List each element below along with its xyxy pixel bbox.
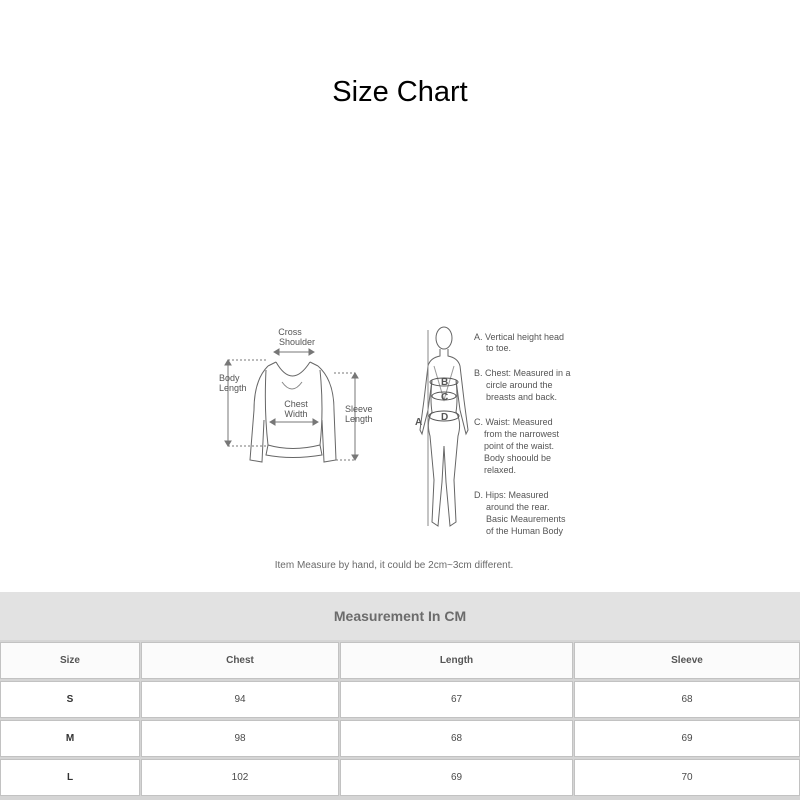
table-cell-chest: 94 [141, 681, 339, 718]
instruction-line: D. Hips: Measured [474, 490, 549, 500]
letter-b: B [441, 377, 449, 388]
instruction-line: breasts and back. [486, 392, 558, 402]
table-cell-size: M [0, 720, 140, 757]
measurement-instructions [474, 332, 571, 536]
table-cell-size: S [0, 681, 140, 718]
table-cell-length: 68 [340, 720, 573, 757]
cross-label: Cross [278, 327, 302, 337]
body-length-label: Length [219, 383, 247, 393]
table-cell-length: 67 [340, 681, 573, 718]
header-length: Length [340, 642, 573, 679]
instruction-line: from the narrowest [484, 429, 560, 439]
table-cell-sleeve: 70 [574, 759, 800, 796]
instruction-line: of the Human Body [486, 526, 564, 536]
table-cell-chest: 98 [141, 720, 339, 757]
measurement-diagram [0, 300, 800, 560]
table-cell-chest: 102 [141, 759, 339, 796]
instruction-line: Basic Meaurements [486, 514, 566, 524]
width-label: Width [284, 409, 308, 419]
instruction-line: to toe. [486, 343, 512, 353]
table-cell-sleeve: 69 [574, 720, 800, 757]
header-chest: Chest [141, 642, 339, 679]
letter-c: C [441, 392, 449, 403]
table-cell-size: L [0, 759, 140, 796]
table-cell-length: 69 [340, 759, 573, 796]
instruction-line: around the rear. [486, 502, 550, 512]
body-label: Body [219, 373, 240, 383]
header-sleeve: Sleeve [574, 642, 800, 679]
sleeve-length-label: Length [345, 414, 373, 424]
instruction-line: A. Vertical height head [474, 332, 565, 342]
table-cell-sleeve: 68 [574, 681, 800, 718]
instruction-line: Body shoould be [484, 453, 552, 463]
body-figure [420, 327, 468, 526]
table-caption: Measurement In CM [0, 592, 800, 640]
letter-d: D [441, 412, 449, 423]
measure-note: Item Measure by hand, it could be 2cm~3cm different. [274, 560, 514, 571]
letter-a: A [415, 417, 423, 428]
instruction-line: B. Chest: Measured in a [474, 368, 571, 378]
chest-label: Chest [284, 399, 308, 409]
instruction-line: point of the waist. [484, 441, 555, 451]
shoulder-label: Shoulder [278, 337, 316, 347]
sleeve-label: Sleeve [345, 404, 373, 414]
measurement-illustration [0, 300, 800, 560]
header-size: Size [0, 642, 140, 679]
size-table [0, 592, 800, 800]
instruction-line: circle around the [486, 380, 553, 390]
page-title: Size Chart [332, 76, 468, 108]
instruction-line: C. Waist: Measured [474, 417, 553, 427]
instruction-line: relaxed. [484, 465, 517, 475]
